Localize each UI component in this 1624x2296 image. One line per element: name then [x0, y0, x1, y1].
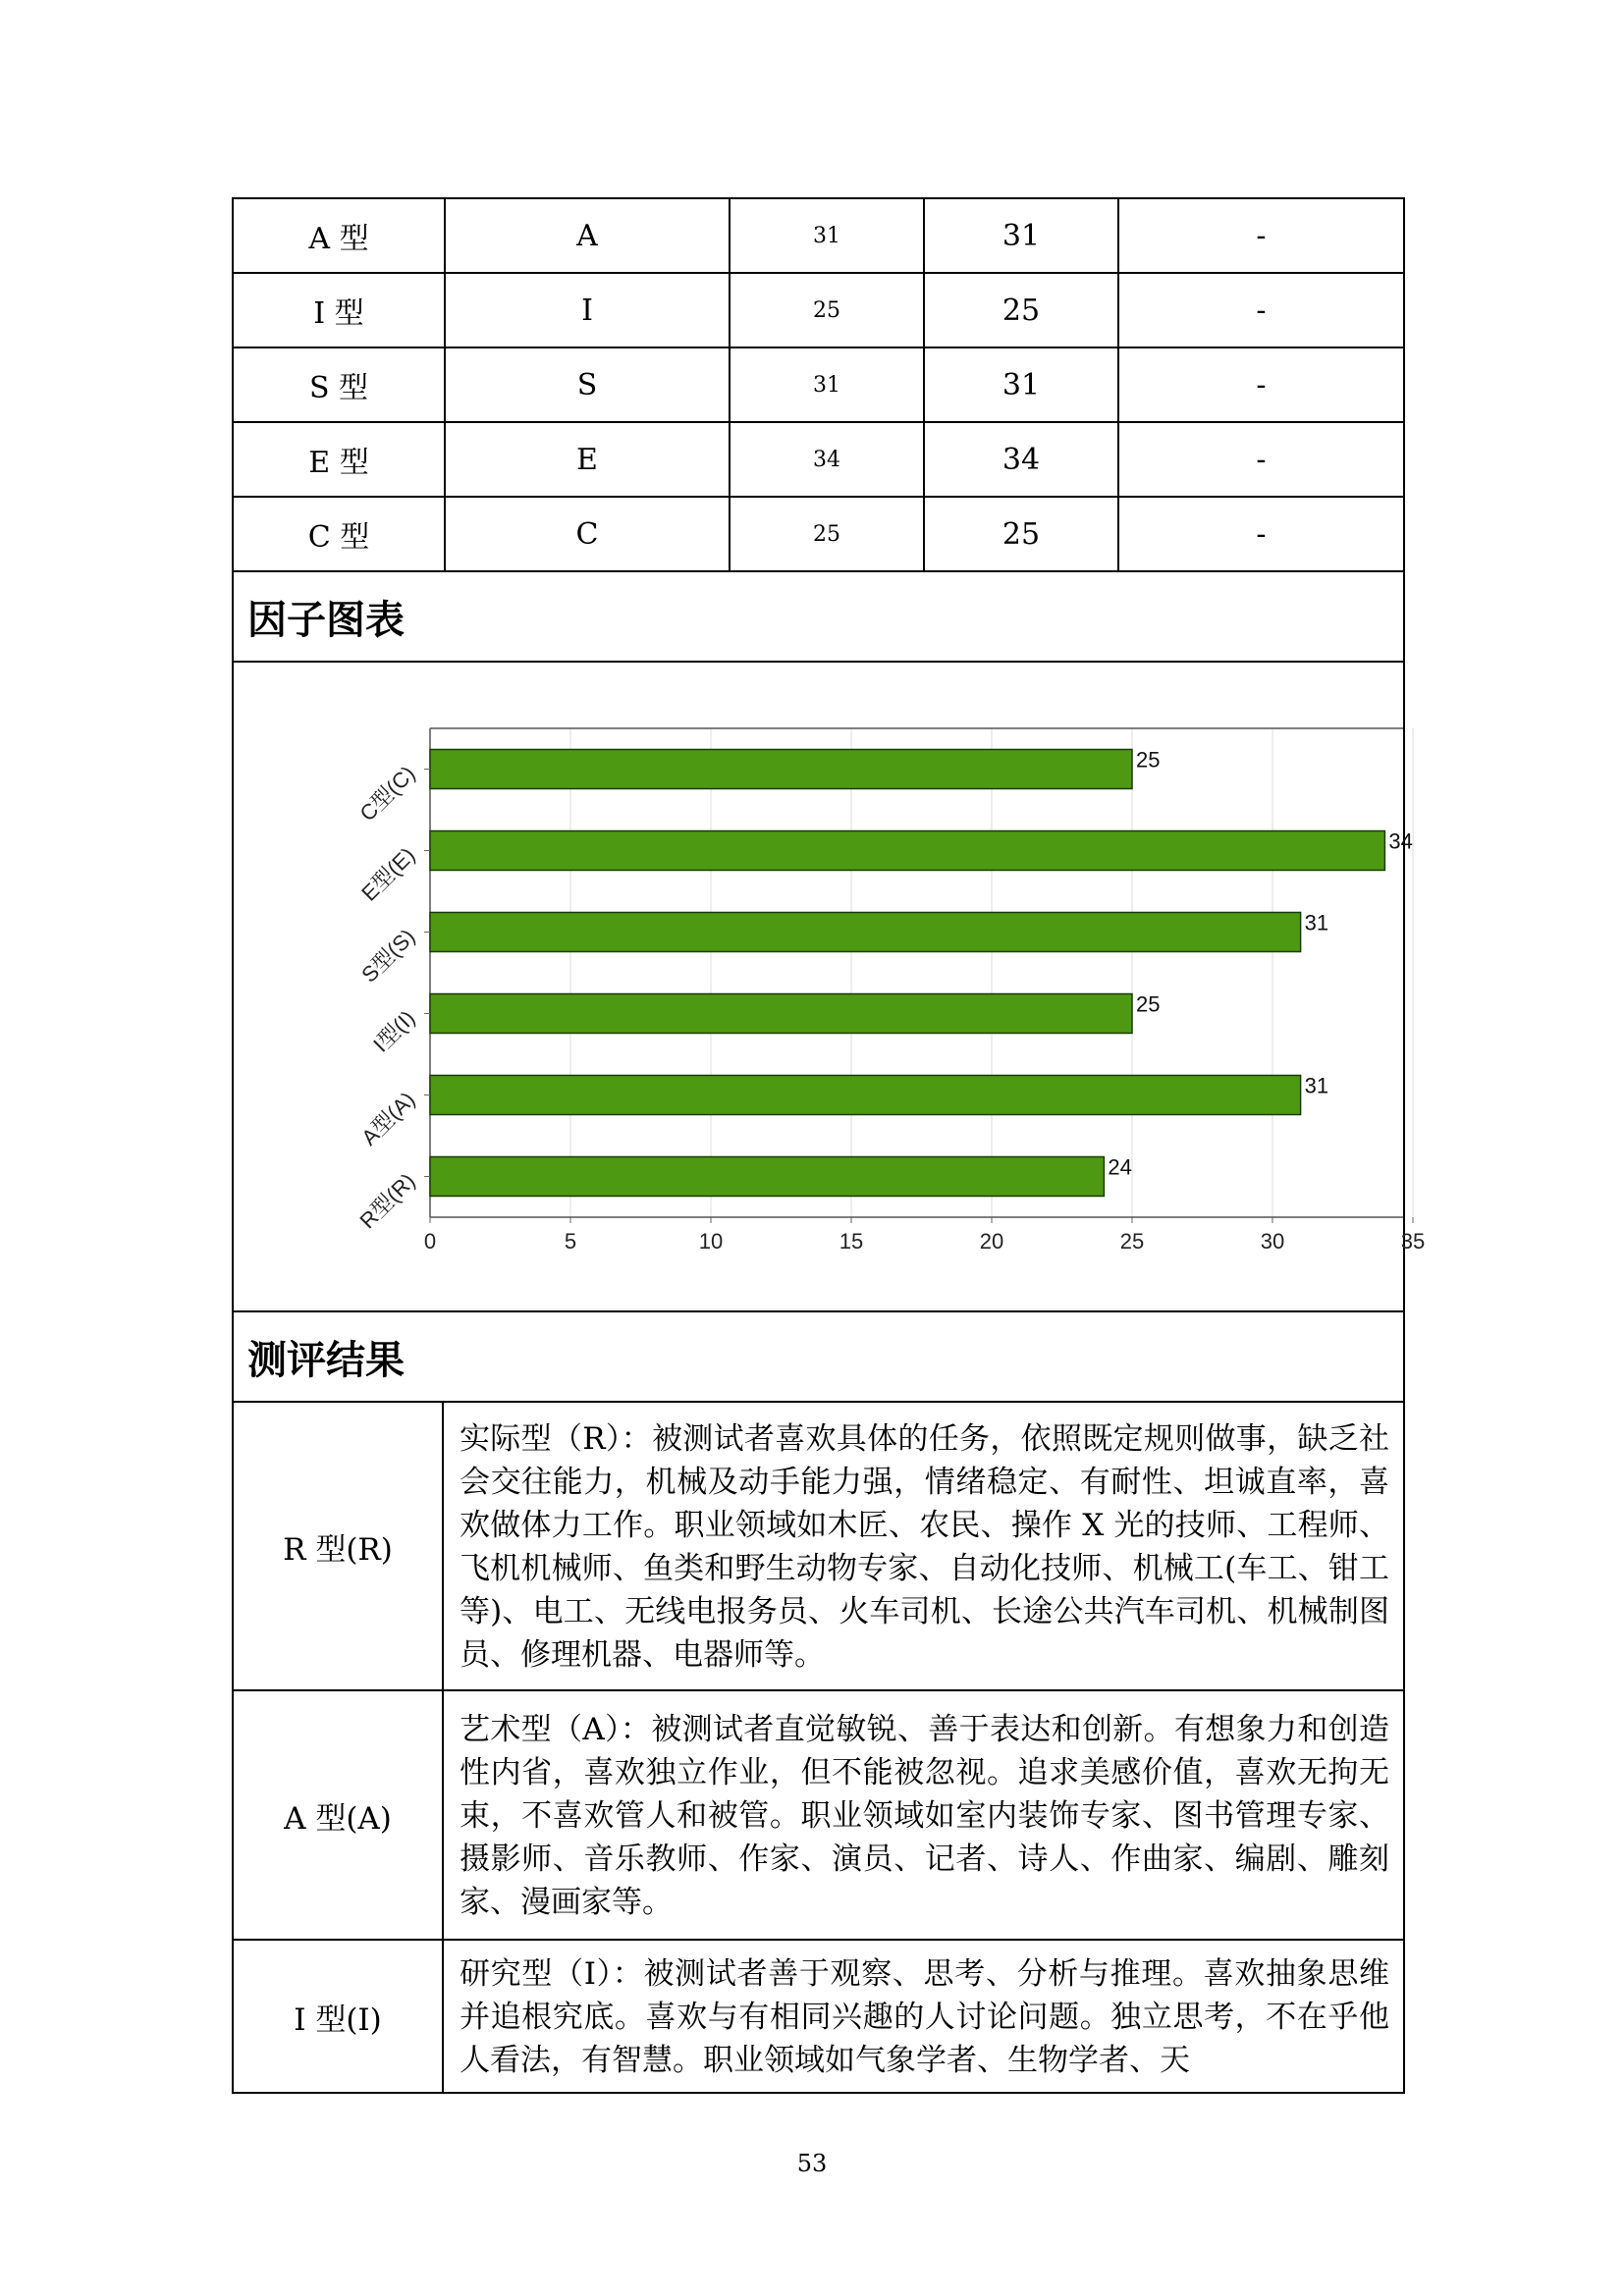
bar-data-label: 25	[1136, 747, 1161, 773]
score-row	[234, 198, 1403, 273]
standard-cell: 31	[924, 198, 1118, 273]
result-row	[234, 1940, 1403, 2093]
result-description: 艺术型（A）：被测试者直觉敏锐、善于表达和创新。有想象力和创造性内省，喜欢独立作业，但不能被忽视。追求美感价值，喜欢无拘无束，不喜欢管人和被管。职业领域如室内装饰专家、图书管理专家、摄影师、音乐教师、作家、演员、记者、诗人、作曲家、编剧、雕刻家、漫画家等。	[443, 1690, 1403, 1940]
type-cell: I 型	[234, 273, 445, 347]
bar	[430, 913, 1301, 952]
code-cell: A	[445, 198, 730, 273]
bar-data-label: 25	[1136, 991, 1161, 1017]
bar	[430, 1157, 1104, 1197]
bar-data-label: 34	[1388, 828, 1413, 854]
code-cell: I	[445, 273, 730, 347]
bar-data-label: 24	[1108, 1154, 1132, 1180]
x-tick-label: 0	[423, 1229, 437, 1254]
y-category-label: S型(S)	[356, 924, 420, 988]
bar	[430, 750, 1132, 789]
y-category-label: I型(I)	[368, 1005, 420, 1057]
type-cell: C 型	[234, 497, 445, 571]
factor-chart-heading: 因子图表	[234, 572, 1403, 663]
page-number: 53	[796, 2150, 828, 2177]
x-tick-label: 15	[839, 1229, 864, 1254]
note-cell: -	[1118, 198, 1403, 273]
score-row	[234, 273, 1403, 347]
score-table	[234, 197, 1403, 572]
result-description: 实际型（R）：被测试者喜欢具体的任务，依照既定规则做事，缺乏社会交往能力，机械及动手能力强，情绪稳定、有耐性、坦诚直率，喜欢做体力工作。职业领域如木匠、农民、操作 X 光的技师、工程师、飞机机械师、鱼类和野生动物专家、自动化技师、机械工(车工、钳工等)、电工、无线电报务员、火车司机、长途公共汽车司机、机械制图员、修理机器、电器师等。	[443, 1403, 1403, 1690]
bar-data-label: 31	[1304, 910, 1329, 935]
standard-cell: 25	[924, 273, 1118, 347]
result-row	[234, 1690, 1403, 1940]
results-heading: 测评结果	[234, 1312, 1403, 1403]
raw-cell: 31	[730, 347, 924, 422]
x-tick-label: 10	[698, 1229, 724, 1254]
note-cell: -	[1118, 273, 1403, 347]
bar	[430, 994, 1132, 1034]
y-category-label: C型(C)	[354, 761, 420, 827]
x-tick-label: 30	[1260, 1229, 1285, 1254]
score-row	[234, 497, 1403, 571]
code-cell: E	[445, 422, 730, 497]
factor-chart	[234, 663, 1426, 1312]
note-cell: -	[1118, 347, 1403, 422]
result-type: I 型(I)	[234, 1940, 443, 2093]
x-tick-label: 5	[564, 1229, 577, 1254]
code-cell: S	[445, 347, 730, 422]
standard-cell: 34	[924, 422, 1118, 497]
x-tick-label: 35	[1400, 1229, 1426, 1254]
standard-cell: 31	[924, 347, 1118, 422]
y-category-label: E型(E)	[356, 842, 420, 906]
results-table	[234, 1403, 1403, 2094]
score-row	[234, 347, 1403, 422]
code-cell: C	[445, 497, 730, 571]
type-cell: S 型	[234, 347, 445, 422]
bar-data-label: 31	[1304, 1073, 1329, 1098]
bar	[430, 1076, 1301, 1115]
result-type: A 型(A)	[234, 1690, 443, 1940]
raw-cell: 31	[730, 198, 924, 273]
y-category-label: A型(A)	[356, 1087, 420, 1150]
type-cell: E 型	[234, 422, 445, 497]
result-description: 研究型（I）：被测试者善于观察、思考、分析与推理。喜欢抽象思维并追根究底。喜欢与有相同兴趣的人讨论问题。独立思考，不在乎他人看法，有智慧。职业领域如气象学者、生物学者、天	[443, 1940, 1403, 2093]
raw-cell: 25	[730, 497, 924, 571]
score-row	[234, 422, 1403, 497]
y-category-label: R型(R)	[354, 1168, 420, 1234]
raw-cell: 25	[730, 273, 924, 347]
document-body	[232, 197, 1426, 2094]
bar	[430, 831, 1384, 871]
factor-bar-chart	[234, 663, 1426, 1310]
x-tick-label: 25	[1119, 1229, 1145, 1254]
note-cell: -	[1118, 422, 1403, 497]
x-tick-label: 20	[979, 1229, 1004, 1254]
result-type: R 型(R)	[234, 1403, 443, 1690]
type-cell: A 型	[234, 198, 445, 273]
note-cell: -	[1118, 497, 1403, 571]
raw-cell: 34	[730, 422, 924, 497]
standard-cell: 25	[924, 497, 1118, 571]
result-row	[234, 1403, 1403, 1690]
